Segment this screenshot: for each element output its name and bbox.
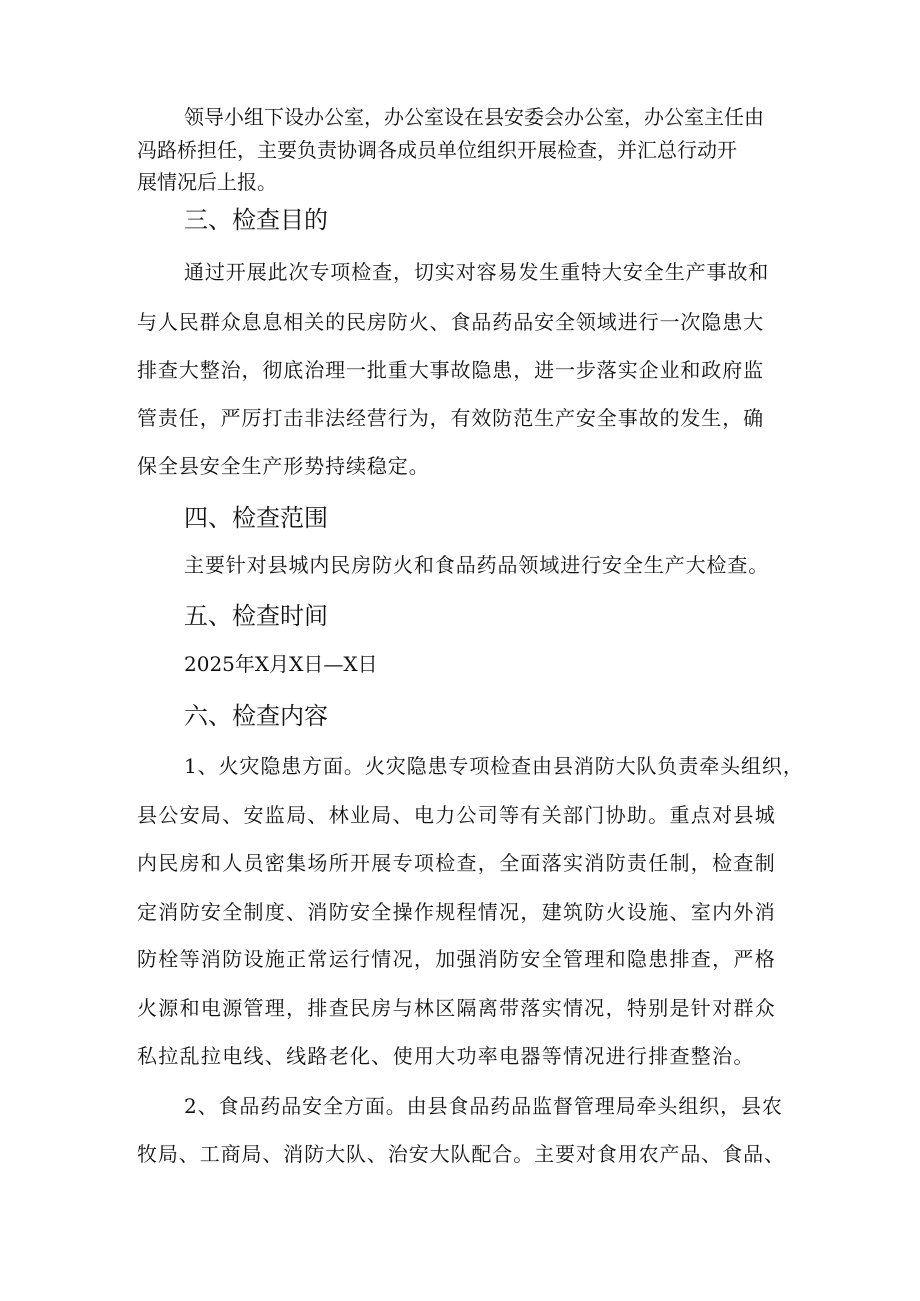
intro-line-3: 展情况后上报。 bbox=[137, 170, 277, 194]
section-6-heading: 六、检查内容 bbox=[184, 702, 328, 730]
section-3-line-3: 排查大整治，彻底治理一批重大事故隐患，进一步落实企业和政府监 bbox=[137, 358, 764, 382]
section-6-item2-line-2: 牧局、工商局、消防大队、治安大队配合。主要对食用农产品、食品、 bbox=[137, 1142, 785, 1166]
section-6-item1-line-5: 防栓等消防设施正常运行情况，加强消防安全管理和隐患排查，严格 bbox=[137, 947, 776, 971]
section-3-line-5: 保全县安全生产形势持续稳定。 bbox=[137, 454, 430, 478]
section-5-heading: 五、检查时间 bbox=[184, 602, 328, 630]
section-4-heading: 四、检查范围 bbox=[184, 504, 328, 532]
section-3-line-1: 通过开展此次专项检查，切实对容易发生重特大安全生产事故和 bbox=[184, 260, 770, 284]
section-6-item2-line-1: 2、食品药品安全方面。由县食品药品监督管理局牵头组织，县农 bbox=[184, 1094, 783, 1118]
section-3-heading: 三、检查目的 bbox=[184, 206, 328, 234]
section-6-item1-line-1: 1、火灾隐患方面。火灾隐患专项检查由县消防大队负责牵头组织， bbox=[184, 754, 804, 778]
intro-line-1: 领导小组下设办公室，办公室设在县安委会办公室，办公室主任由 bbox=[184, 105, 764, 129]
section-6-item1-line-4: 定消防安全制度、消防安全操作规程情况，建筑防火设施、室内外消 bbox=[137, 900, 776, 924]
section-4-line-1: 主要针对县城内民房防火和食品药品领域进行安全生产大检查。 bbox=[184, 553, 770, 577]
section-5-line-1: 2025年X月X日—X日 bbox=[184, 652, 378, 676]
section-6-item1-line-6: 火源和电源管理，排查民房与林区隔离带落实情况，特别是针对群众 bbox=[137, 996, 776, 1020]
intro-line-2: 冯路桥担任，主要负责协调各成员单位组织开展检查，并汇总行动开 bbox=[137, 138, 737, 162]
section-6-item1-line-3: 内民房和人员密集场所开展专项检查，全面落实消防责任制，检查制 bbox=[137, 851, 776, 875]
section-6-item1-line-7: 私拉乱拉电线、线路老化、使用大功率电器等情况进行排查整治。 bbox=[137, 1044, 755, 1068]
section-3-line-4: 管责任，严厉打击非法经营行为，有效防范生产安全事故的发生，确 bbox=[137, 406, 764, 430]
section-3-line-2: 与人民群众息息相关的民房防火、食品药品安全领域进行一次隐患大 bbox=[137, 310, 764, 334]
section-6-item1-line-2: 县公安局、安监局、林业局、电力公司等有关部门协助。重点对县城 bbox=[137, 803, 776, 827]
